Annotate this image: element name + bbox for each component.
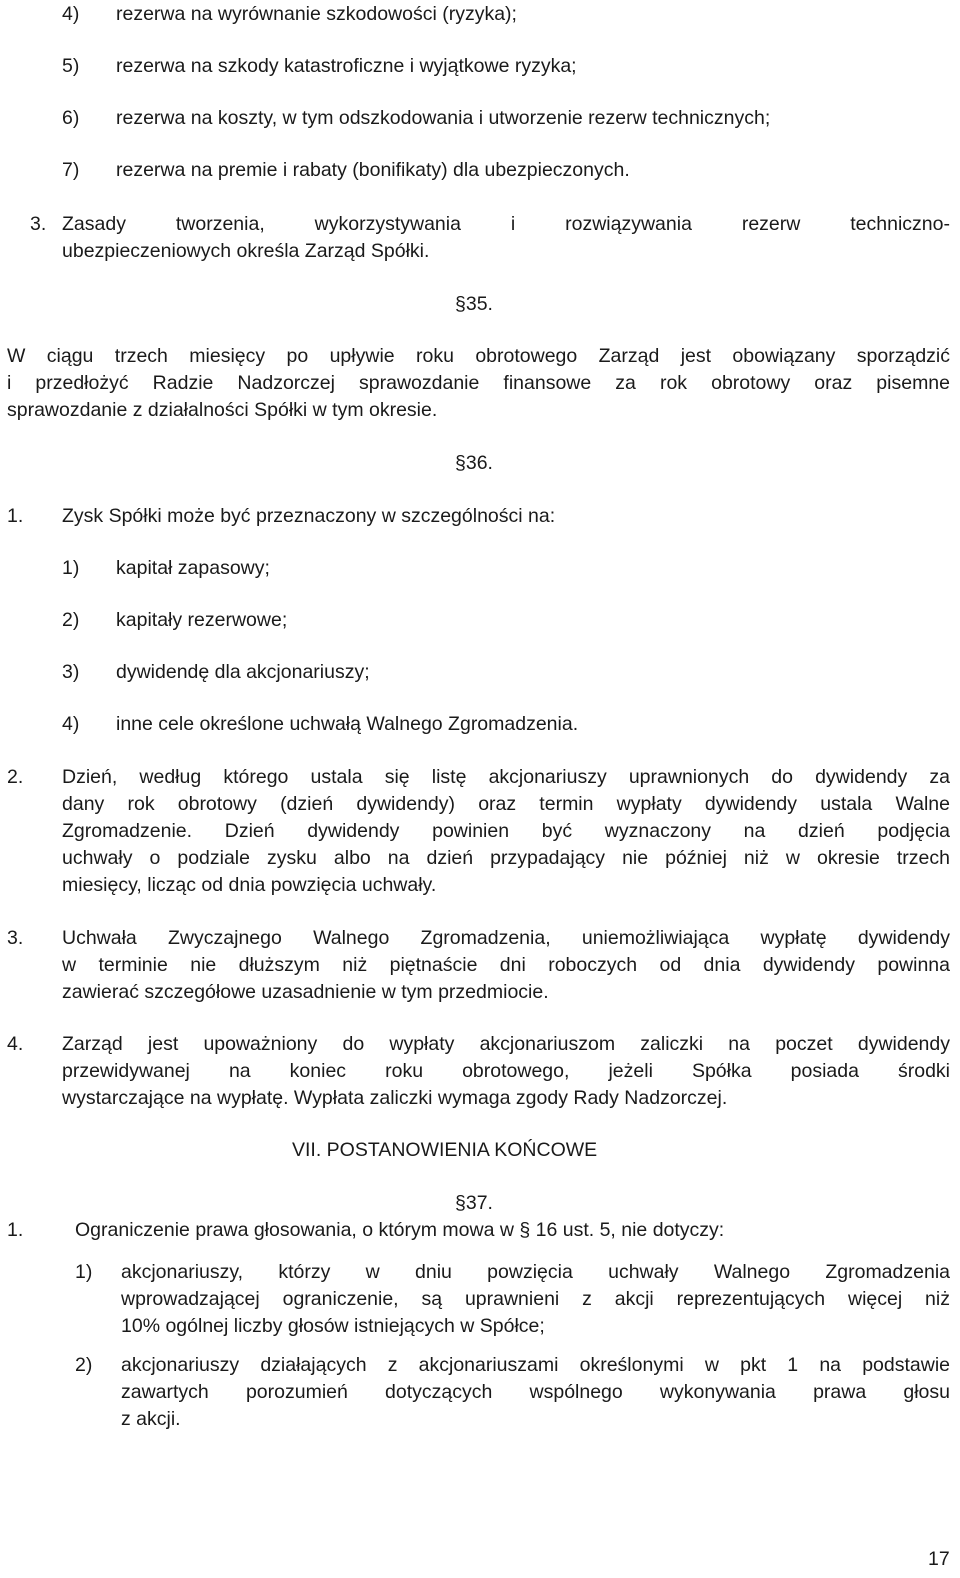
paragraph-line: Zasady tworzenia, wykorzystywania i rozwiązywania rezerw techniczno- xyxy=(62,213,950,235)
paragraph-line: Zgromadzenie. Dzień dywidendy powinien być wyznaczony na dzień podjęcia xyxy=(62,820,950,842)
list-item: kapitał zapasowy; xyxy=(116,557,270,579)
list-item-num: 3) xyxy=(62,661,80,683)
paragraph-line: dany rok obrotowy (dzień dywidendy) oraz termin wypłaty dywidendy ustala Walne xyxy=(62,793,950,815)
paragraph-line: Dzień, według którego ustala się listę akcjonariuszy uprawnionych do dywidendy za xyxy=(62,766,950,788)
page-number: 17 xyxy=(928,1548,950,1570)
list-item: rezerwa na premie i rabaty (bonifikaty) dla ubezpieczonych. xyxy=(116,159,630,181)
list-item: rezerwa na koszty, w tym odszkodowania i utworzenie rezerw technicznych; xyxy=(116,107,771,129)
list-item: rezerwa na szkody katastroficzne i wyjątkowe ryzyka; xyxy=(116,55,577,77)
list-item-num: 4) xyxy=(62,3,80,25)
list-item-line: 10% ogólnej liczby głosów istniejących w Spółce; xyxy=(121,1315,545,1337)
paragraph-line: Zarząd jest upoważniony do wypłaty akcjonariuszom zaliczki na poczet dywidendy xyxy=(62,1033,950,1055)
paragraph-line: Ograniczenie prawa głosowania, o którym mowa w § 16 ust. 5, nie dotyczy: xyxy=(75,1219,725,1241)
paragraph-line: Uchwała Zwyczajnego Walnego Zgromadzenia, uniemożliwiająca wypłatę dywidendy xyxy=(62,927,950,949)
list-item-num: 1) xyxy=(75,1261,93,1283)
paragraph-number: 2. xyxy=(7,766,24,788)
list-item-num: 2) xyxy=(75,1354,93,1376)
paragraph-line: zawierać szczegółowe uzasadnienie w tym przedmiocie. xyxy=(62,981,549,1003)
paragraph-line: W ciągu trzech miesięcy po upływie roku obrotowego Zarząd jest obowiązany sporządzić xyxy=(7,345,950,367)
paragraph-number: 1. xyxy=(7,505,24,527)
chapter-heading: VII. POSTANOWIENIA KOŃCOWE xyxy=(292,1139,598,1161)
paragraph-line: ubezpieczeniowych określa Zarząd Spółki. xyxy=(62,240,430,262)
list-item-num: 7) xyxy=(62,159,80,181)
section-heading: §37. xyxy=(455,1192,493,1214)
list-item-num: 4) xyxy=(62,713,80,735)
paragraph-line: Zysk Spółki może być przeznaczony w szczególności na: xyxy=(62,505,556,527)
paragraph-number: 1. xyxy=(7,1219,24,1241)
list-item-line: akcjonariuszy, którzy w dniu powzięcia uchwały Walnego Zgromadzenia xyxy=(121,1261,950,1283)
paragraph-line: uchwały o podziale zysku albo na dzień przypadający nie później niż w okresie trzech xyxy=(62,847,950,869)
list-item-line: zawartych porozumień dotyczących wspólnego wykonywania prawa głosu xyxy=(121,1381,950,1403)
section-heading: §35. xyxy=(455,293,493,315)
list-item-num: 2) xyxy=(62,609,80,631)
paragraph-number: 3. xyxy=(7,927,24,949)
paragraph-number: 4. xyxy=(7,1033,24,1055)
paragraph-line: i przedłożyć Radzie Nadzorczej sprawozdanie finansowe za rok obrotowy oraz pisemne xyxy=(7,372,950,394)
paragraph-line: w terminie nie dłuższym niż piętnaście dni roboczych od dnia dywidendy powinna xyxy=(62,954,950,976)
list-item: rezerwa na wyrównanie szkodowości (ryzyka); xyxy=(116,3,517,25)
paragraph-line: sprawozdanie z działalności Spółki w tym okresie. xyxy=(7,399,438,421)
list-item-num: 6) xyxy=(62,107,80,129)
list-item-line: z akcji. xyxy=(121,1408,181,1430)
list-item: kapitały rezerwowe; xyxy=(116,609,288,631)
list-item-line: akcjonariuszy działających z akcjonariuszami określonymi w pkt 1 na podstawie xyxy=(121,1354,950,1376)
list-item-line: wprowadzającej ograniczenie, są uprawnieni z akcji reprezentujących więcej niż xyxy=(121,1288,950,1310)
paragraph-line: przewidywanej na koniec roku obrotowego, jeżeli Spółka posiada środki xyxy=(62,1060,950,1082)
list-item: inne cele określone uchwałą Walnego Zgromadzenia. xyxy=(116,713,579,735)
section-heading: §36. xyxy=(455,452,493,474)
list-item-num: 5) xyxy=(62,55,80,77)
paragraph-line: miesięcy, licząc od dnia powzięcia uchwały. xyxy=(62,874,437,896)
paragraph-number: 3. xyxy=(30,213,47,235)
list-item-num: 1) xyxy=(62,557,80,579)
list-item: dywidendę dla akcjonariuszy; xyxy=(116,661,370,683)
paragraph-line: wystarczające na wypłatę. Wypłata zaliczki wymaga zgody Rady Nadzorczej. xyxy=(62,1087,728,1109)
